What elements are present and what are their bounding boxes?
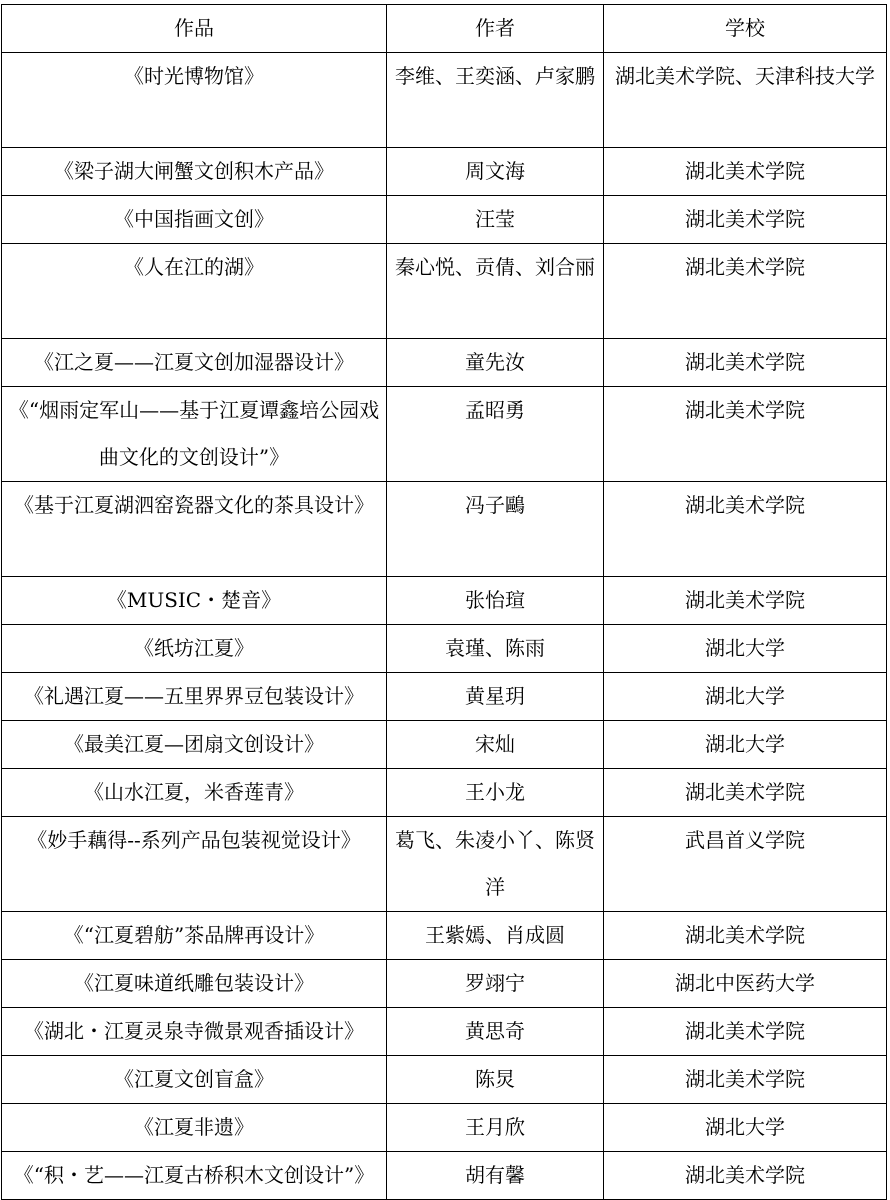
table-row — [2, 244, 887, 339]
school-cell: 湖北中医药大学 — [604, 960, 887, 1008]
work-cell: 《基于江夏湖泗窑瓷器文化的茶具设计》 — [2, 482, 387, 577]
work-cell: 《江夏味道纸雕包装设计》 — [2, 960, 387, 1008]
table-row — [2, 817, 887, 912]
work-cell: 《时光博物馆》 — [2, 53, 387, 148]
work-cell: 《“烟雨定军山——基于江夏谭鑫培公园戏曲文化的文创设计”》 — [2, 387, 387, 482]
school-cell: 湖北大学 — [604, 1104, 887, 1152]
school-cell: 湖北美术学院 — [604, 339, 887, 387]
table-row — [2, 625, 887, 673]
table-row — [2, 769, 887, 817]
work-cell: 《人在江的湖》 — [2, 244, 387, 339]
author-cell: 葛飞、朱凌小丫、陈贤洋 — [387, 817, 604, 912]
table-row — [2, 148, 887, 196]
table-row — [2, 53, 887, 148]
author-cell: 黄星玥 — [387, 673, 604, 721]
author-cell: 袁瑾、陈雨 — [387, 625, 604, 673]
author-cell: 王紫嫣、肖成圆 — [387, 912, 604, 960]
table-row — [2, 673, 887, 721]
author-cell: 李维、王奕涵、卢家鹏 — [387, 53, 604, 148]
work-cell: 《梁子湖大闸蟹文创积木产品》 — [2, 148, 387, 196]
school-cell: 湖北美术学院 — [604, 1152, 887, 1200]
table-row — [2, 721, 887, 769]
school-cell: 湖北美术学院 — [604, 387, 887, 482]
work-cell: 《山水江夏，米香莲青》 — [2, 769, 387, 817]
table-row — [2, 339, 887, 387]
author-cell: 周文海 — [387, 148, 604, 196]
author-cell: 宋灿 — [387, 721, 604, 769]
table-row — [2, 482, 887, 577]
author-cell: 王月欣 — [387, 1104, 604, 1152]
table-row — [2, 577, 887, 625]
author-cell: 童先汝 — [387, 339, 604, 387]
table-row — [2, 1104, 887, 1152]
school-cell: 湖北美术学院 — [604, 482, 887, 577]
table-row — [2, 912, 887, 960]
author-cell: 黄思奇 — [387, 1008, 604, 1056]
table-row — [2, 1056, 887, 1104]
school-cell: 湖北美术学院、天津科技大学 — [604, 53, 887, 148]
work-cell: 《“江夏碧舫”茶品牌再设计》 — [2, 912, 387, 960]
works-table — [1, 4, 887, 1200]
table-row — [2, 387, 887, 482]
work-cell: 《江之夏——江夏文创加湿器设计》 — [2, 339, 387, 387]
work-cell: 《湖北・江夏灵泉寺微景观香插设计》 — [2, 1008, 387, 1056]
author-cell: 秦心悦、贡倩、刘合丽 — [387, 244, 604, 339]
table-row — [2, 196, 887, 244]
header-school: 学校 — [604, 5, 887, 53]
author-cell: 胡有馨 — [387, 1152, 604, 1200]
school-cell: 湖北大学 — [604, 673, 887, 721]
work-cell: 《江夏文创盲盒》 — [2, 1056, 387, 1104]
school-cell: 湖北美术学院 — [604, 769, 887, 817]
work-cell: 《中国指画文创》 — [2, 196, 387, 244]
work-cell: 《妙手藕得--系列产品包装视觉设计》 — [2, 817, 387, 912]
author-cell: 汪莹 — [387, 196, 604, 244]
school-cell: 湖北大学 — [604, 721, 887, 769]
author-cell: 冯子鷗 — [387, 482, 604, 577]
school-cell: 湖北美术学院 — [604, 912, 887, 960]
school-cell: 湖北美术学院 — [604, 577, 887, 625]
work-cell: 《纸坊江夏》 — [2, 625, 387, 673]
author-cell: 罗翊宁 — [387, 960, 604, 1008]
school-cell: 湖北美术学院 — [604, 244, 887, 339]
table-row — [2, 1152, 887, 1200]
table-row — [2, 960, 887, 1008]
work-cell: 《礼遇江夏——五里界界豆包装设计》 — [2, 673, 387, 721]
author-cell: 张怡瑄 — [387, 577, 604, 625]
school-cell: 湖北美术学院 — [604, 1056, 887, 1104]
work-cell: 《“积・艺——江夏古桥积木文创设计”》 — [2, 1152, 387, 1200]
work-cell: 《MUSIC・楚音》 — [2, 577, 387, 625]
school-cell: 武昌首义学院 — [604, 817, 887, 912]
work-cell: 《最美江夏—团扇文创设计》 — [2, 721, 387, 769]
author-cell: 孟昭勇 — [387, 387, 604, 482]
author-cell: 王小龙 — [387, 769, 604, 817]
author-cell: 陈炅 — [387, 1056, 604, 1104]
table-row — [2, 1008, 887, 1056]
work-cell: 《江夏非遗》 — [2, 1104, 387, 1152]
school-cell: 湖北美术学院 — [604, 148, 887, 196]
header-author: 作者 — [387, 5, 604, 53]
school-cell: 湖北大学 — [604, 625, 887, 673]
school-cell: 湖北美术学院 — [604, 196, 887, 244]
header-row — [2, 5, 887, 53]
header-work: 作品 — [2, 5, 387, 53]
school-cell: 湖北美术学院 — [604, 1008, 887, 1056]
